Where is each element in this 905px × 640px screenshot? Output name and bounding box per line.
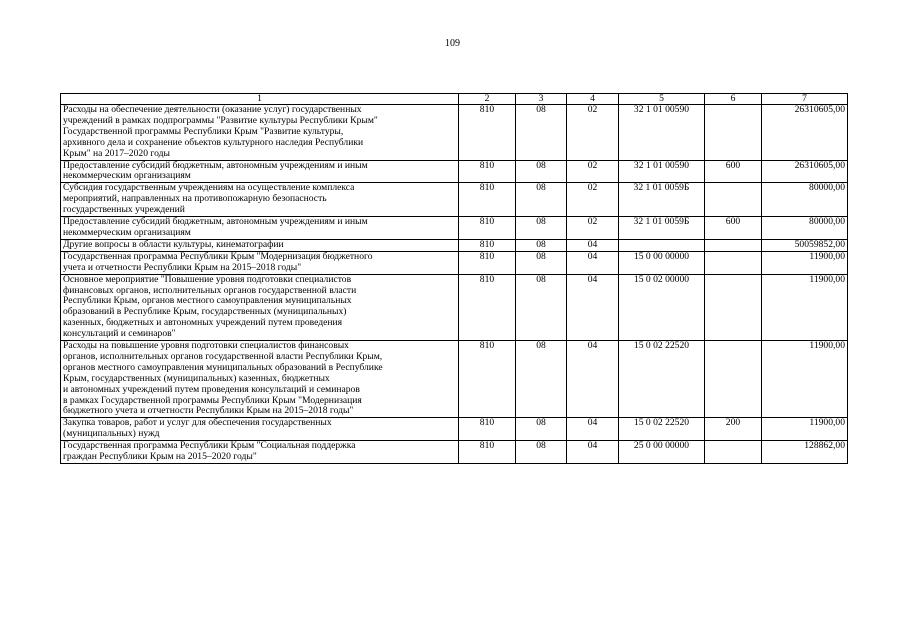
table-row [61, 160, 848, 183]
page-number: 109 [445, 38, 460, 49]
table-row [61, 239, 848, 251]
row-col-6: 600 [705, 217, 762, 240]
table-row [61, 441, 848, 464]
row-col-5: 15 0 02 22520 [619, 341, 705, 418]
row-description: Закупка товаров, работ и услуг для обеспечения государственных (муниципальных) нужд [61, 418, 459, 441]
row-col-5: 32 1 01 00590 [619, 105, 705, 161]
header-row [61, 94, 848, 105]
row-description: Субсидия государственным учреждениям на осуществление комплекса мероприятий, направленных на противопожарную безопасность государственных учреждений [61, 183, 459, 217]
table-row [61, 274, 848, 340]
row-col-2: 810 [459, 105, 516, 161]
table-row [61, 183, 848, 217]
row-col-2: 810 [459, 418, 516, 441]
row-col-6 [705, 341, 762, 418]
row-amount: 80000,00 [762, 217, 848, 240]
row-description: Предоставление субсидий бюджетным, автономным учреждениям и иным некоммерческим организациям [61, 217, 459, 240]
row-col-2: 810 [459, 160, 516, 183]
table-row [61, 251, 848, 274]
row-amount: 26310605,00 [762, 160, 848, 183]
header-col-3: 3 [516, 94, 567, 105]
row-col-4: 02 [567, 160, 619, 183]
budget-table [60, 93, 848, 464]
row-col-4: 02 [567, 105, 619, 161]
row-col-6 [705, 239, 762, 251]
row-description: Предоставление субсидий бюджетным, автономным учреждениям и иным некоммерческим организациям [61, 160, 459, 183]
row-description: Государственная программа Республики Крым "Социальная поддержка граждан Республики Крым на 2015–2020 годы" [61, 441, 459, 464]
row-col-2: 810 [459, 239, 516, 251]
table-row [61, 217, 848, 240]
row-col-4: 04 [567, 418, 619, 441]
row-col-3: 08 [516, 441, 567, 464]
row-col-4: 04 [567, 251, 619, 274]
header-col-7: 7 [762, 94, 848, 105]
header-col-2: 2 [459, 94, 516, 105]
row-description: Государственная программа Республики Крым "Модернизация бюджетного учета и отчетности Республики Крым на 2015–2018 годы" [61, 251, 459, 274]
row-col-5: 32 1 01 0059Б [619, 183, 705, 217]
header-col-4: 4 [567, 94, 619, 105]
row-amount: 50059852,00 [762, 239, 848, 251]
row-col-4: 04 [567, 239, 619, 251]
row-col-5: 32 1 01 00590 [619, 160, 705, 183]
header-col-1: 1 [61, 94, 459, 105]
row-col-4: 04 [567, 341, 619, 418]
row-col-3: 08 [516, 341, 567, 418]
row-col-3: 08 [516, 217, 567, 240]
header-col-6: 6 [705, 94, 762, 105]
row-amount: 11900,00 [762, 341, 848, 418]
table-row [61, 105, 848, 161]
row-amount: 11900,00 [762, 251, 848, 274]
header-col-5: 5 [619, 94, 705, 105]
row-col-2: 810 [459, 274, 516, 340]
row-col-4: 02 [567, 217, 619, 240]
row-amount: 128862,00 [762, 441, 848, 464]
row-amount: 11900,00 [762, 418, 848, 441]
row-col-6 [705, 105, 762, 161]
row-description: Расходы на повышение уровня подготовки специалистов финансовых органов, исполнительных органов государственной власти Республики Крым, органов местного самоуправления муниципальных образований в Республике Крым, государственных (муниципальных) казенных, бюджетных и автономных учреждений путем проведения консультаций и семинаров в рамках Государственной программы Республики Крым "Модернизация бюджетного учета и отчетности Республики Крым на 2015–2018 годы" [61, 341, 459, 418]
row-col-3: 08 [516, 418, 567, 441]
row-col-2: 810 [459, 441, 516, 464]
row-col-5: 25 0 00 00000 [619, 441, 705, 464]
row-col-5: 15 0 02 00000 [619, 274, 705, 340]
row-col-4: 04 [567, 441, 619, 464]
row-col-2: 810 [459, 341, 516, 418]
row-col-6: 600 [705, 160, 762, 183]
row-col-5 [619, 239, 705, 251]
row-description: Основное мероприятие "Повышение уровня подготовки специалистов финансовых органов, исполнительных органов государственной власти Республики Крым, органов местного самоуправления муниципальных образований в Республике Крым, государственных (муниципальных) казенных, бюджетных и автономных учреждений путем проведения консультаций и семинаров" [61, 274, 459, 340]
row-col-3: 08 [516, 105, 567, 161]
row-col-3: 08 [516, 274, 567, 340]
table-row [61, 341, 848, 418]
row-col-5: 15 0 02 22520 [619, 418, 705, 441]
row-col-3: 08 [516, 251, 567, 274]
row-col-6 [705, 274, 762, 340]
row-col-6 [705, 183, 762, 217]
row-col-4: 04 [567, 274, 619, 340]
row-col-6: 200 [705, 418, 762, 441]
table-row [61, 418, 848, 441]
row-amount: 26310605,00 [762, 105, 848, 161]
row-col-3: 08 [516, 183, 567, 217]
row-description: Расходы на обеспечение деятельности (оказание услуг) государственных учреждений в рамках подпрограммы "Развитие культуры Республики Крым" Государственной программы Республики Крым "Развитие культуры, архивного дела и сохранение объектов культурного наследия Республики Крым" на 2017–2020 годы [61, 105, 459, 161]
row-col-6 [705, 441, 762, 464]
row-col-3: 08 [516, 160, 567, 183]
row-amount: 80000,00 [762, 183, 848, 217]
row-col-3: 08 [516, 239, 567, 251]
row-col-4: 02 [567, 183, 619, 217]
row-amount: 11900,00 [762, 274, 848, 340]
row-col-5: 32 1 01 0059Б [619, 217, 705, 240]
row-description: Другие вопросы в области культуры, кинематографии [61, 239, 459, 251]
row-col-5: 15 0 00 00000 [619, 251, 705, 274]
row-col-6 [705, 251, 762, 274]
row-col-2: 810 [459, 251, 516, 274]
row-col-2: 810 [459, 217, 516, 240]
row-col-2: 810 [459, 183, 516, 217]
